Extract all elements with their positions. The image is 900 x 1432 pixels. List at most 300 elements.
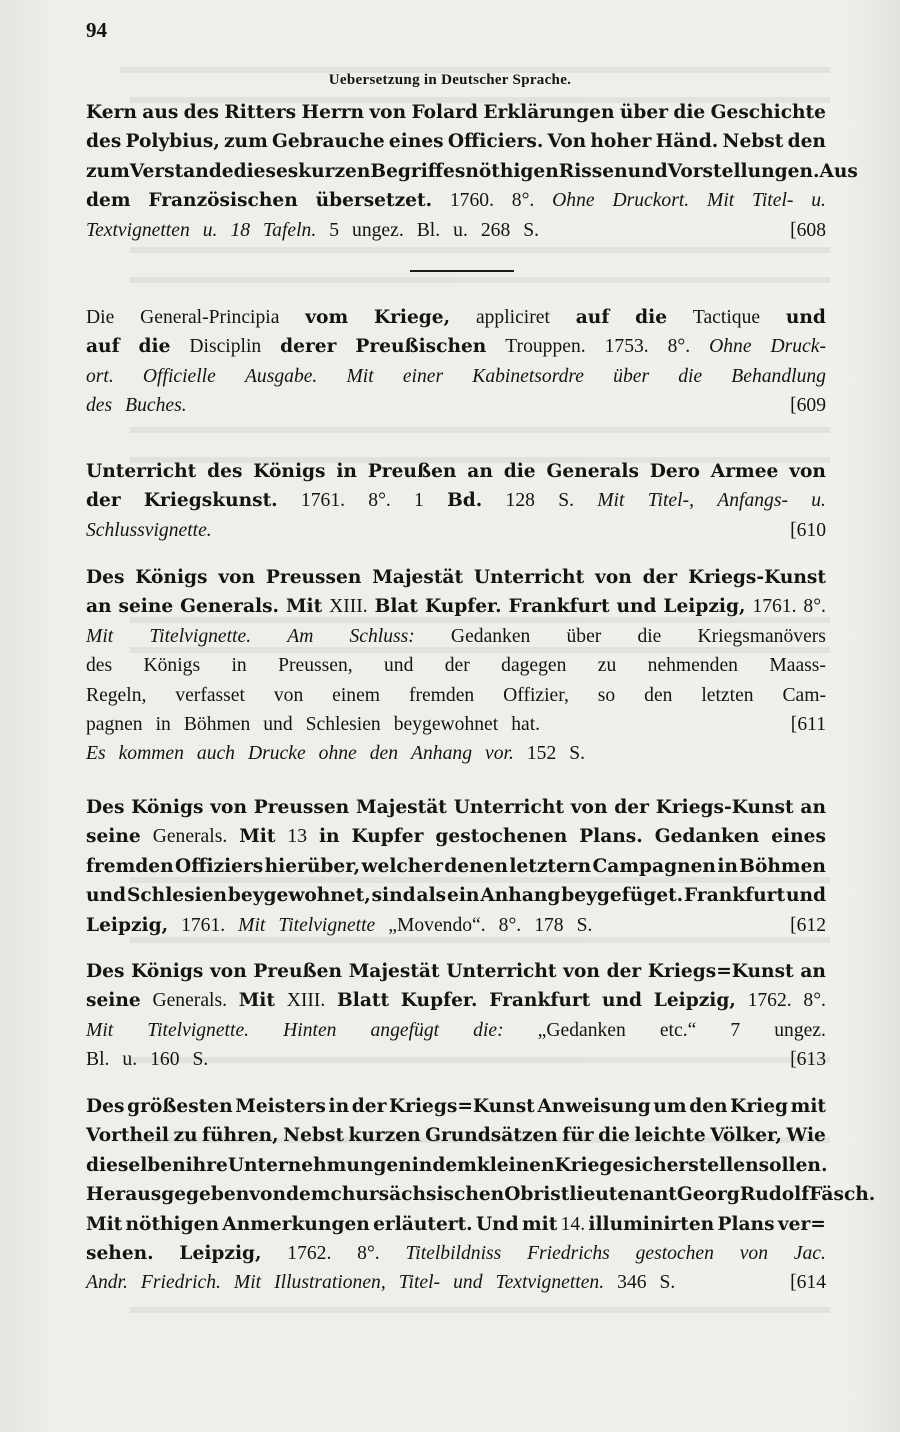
word: Trouppen. <box>505 336 586 358</box>
word: Bd. <box>447 490 483 512</box>
word: 1762. <box>287 1242 332 1264</box>
word: Unterricht <box>453 797 564 818</box>
word: Kupfer. <box>400 990 478 1012</box>
word: von <box>369 102 407 123</box>
word: Maass- <box>769 655 826 677</box>
word: die <box>673 102 706 123</box>
word: der <box>444 655 470 677</box>
word: Herrn <box>301 102 365 123</box>
word: beygewohnet, <box>227 885 371 907</box>
word: General-Principia <box>140 307 280 328</box>
word: Titel-, <box>647 490 694 512</box>
word: Frankfurt <box>508 596 610 618</box>
bibliography-entry <box>86 303 826 421</box>
word: eines <box>388 131 444 153</box>
word: 1761. <box>752 596 797 618</box>
entry-number: [614 <box>790 1272 826 1294</box>
word: vom <box>305 307 349 328</box>
word: XIII. <box>286 990 326 1012</box>
word: beygefüget. <box>561 885 684 907</box>
word: kleinen <box>476 1154 555 1176</box>
word: dagegen <box>501 655 567 677</box>
word: Königs <box>135 567 208 588</box>
word: Gebrauche <box>271 131 385 153</box>
word: Erklärungen <box>483 102 615 123</box>
word: Kern <box>86 102 137 123</box>
word: Textvignetten <box>86 219 190 241</box>
word: Des <box>86 797 125 818</box>
bibliography-entry <box>86 457 826 545</box>
word: Majestät <box>348 961 440 982</box>
word: in <box>411 1154 433 1176</box>
word: Nebst <box>722 131 784 153</box>
word: Kriegs-Kunst <box>655 797 794 818</box>
text-line <box>86 457 826 486</box>
word: Plans. <box>579 826 643 848</box>
word: „Movendo“. <box>388 914 486 936</box>
word: dem <box>86 190 131 212</box>
word: Titelvignette. <box>147 1019 250 1041</box>
word: Unterricht <box>446 961 557 982</box>
word: Königs <box>131 797 204 818</box>
word: auch <box>196 743 235 765</box>
word: etc.“ <box>659 1019 697 1041</box>
word: u. <box>122 1049 138 1071</box>
word: 1761. <box>300 490 346 512</box>
word: Kriege <box>554 1154 625 1176</box>
word: für <box>562 1125 594 1147</box>
word: die <box>637 625 662 647</box>
word: Wie <box>786 1125 826 1147</box>
word: seine <box>86 990 141 1012</box>
word: „Gedanken <box>537 1019 626 1041</box>
entry-number: [608 <box>790 219 826 241</box>
word: Königs <box>253 461 326 482</box>
word: Drucke <box>247 743 306 765</box>
word: 128 <box>505 490 535 512</box>
word: Kriegskunst. <box>143 490 278 512</box>
word: Majestät <box>356 797 447 818</box>
text-line <box>86 563 826 592</box>
word: fremden <box>408 684 475 706</box>
text-line <box>86 1092 826 1121</box>
word: des <box>86 655 113 677</box>
text-line <box>86 881 826 910</box>
word: Mit <box>346 365 374 387</box>
text-line <box>86 957 826 986</box>
word: Officielle <box>142 365 216 387</box>
entry-note <box>86 739 826 768</box>
word: Ritters <box>224 102 297 123</box>
word: den <box>369 743 399 765</box>
word: Tafeln. <box>263 219 317 241</box>
word: 8°. <box>803 990 826 1012</box>
word: dem <box>432 1154 477 1176</box>
word: Blatt <box>337 990 390 1012</box>
word: Anhang <box>480 885 561 907</box>
word: größesten <box>127 1096 233 1117</box>
word: 8°. <box>803 596 826 618</box>
word: die <box>138 336 171 358</box>
word: um <box>653 1096 687 1117</box>
word: 178 <box>534 914 564 936</box>
bibliography-entry <box>86 98 858 245</box>
word: Des <box>86 961 125 982</box>
text-line <box>86 332 826 361</box>
word: ungez. <box>774 1019 826 1041</box>
word: an <box>800 961 826 982</box>
word: 1762. <box>747 990 792 1012</box>
word: Des <box>86 567 125 588</box>
word: Frankfurt <box>489 990 591 1012</box>
word: u. <box>202 219 218 241</box>
word: 14. <box>560 1213 586 1235</box>
word: Kriege, <box>373 307 451 328</box>
text-line <box>86 1121 826 1150</box>
word: kommen <box>118 743 184 765</box>
word: die <box>598 1125 630 1147</box>
bibliography-entry <box>86 957 826 1075</box>
word: von <box>218 567 256 588</box>
word: Behandlung <box>731 365 826 387</box>
word: Titel- <box>752 190 794 212</box>
word: einer <box>402 365 444 387</box>
text-line <box>86 852 826 881</box>
word: Anweisung <box>537 1096 651 1117</box>
word: und <box>785 885 826 907</box>
word: nehmenden <box>647 655 738 677</box>
word: Gedanken <box>654 826 760 848</box>
word: Buches. <box>125 395 187 417</box>
word: pagnen <box>86 713 143 735</box>
word: der <box>86 490 121 512</box>
word: über <box>619 102 668 123</box>
text-line <box>86 1016 826 1045</box>
text-line <box>86 157 858 186</box>
word: welcher <box>361 855 443 877</box>
word: eines <box>771 826 826 848</box>
word: und <box>263 713 293 735</box>
word: des <box>207 461 243 482</box>
word: 1760. <box>449 190 494 212</box>
word: Aus <box>819 160 858 182</box>
word: ungez. <box>352 219 404 241</box>
text-line <box>86 127 826 156</box>
word: des <box>86 395 113 417</box>
word: die <box>678 365 703 387</box>
word: Mit <box>597 490 625 512</box>
word: Völker, <box>710 1125 782 1147</box>
text-line <box>86 622 826 651</box>
word: der <box>606 961 642 982</box>
word: Unterricht <box>473 567 585 588</box>
word: Mit <box>238 990 275 1012</box>
word: Generals. <box>180 596 280 618</box>
word: Anhang <box>411 743 472 765</box>
word: Offizier, <box>503 684 569 706</box>
word: Kupfer <box>351 826 424 848</box>
word: der <box>351 1096 387 1117</box>
word: Friedrich. <box>140 1272 221 1294</box>
word: 152 <box>526 743 557 765</box>
word: 8°. <box>667 336 691 358</box>
word: Preußen <box>367 461 457 482</box>
word: Mit <box>239 826 276 848</box>
text-line <box>86 186 826 215</box>
word: hat. <box>511 713 541 735</box>
text-line <box>86 592 826 621</box>
word: des <box>183 102 219 123</box>
word: Königs <box>131 961 204 982</box>
word: des <box>86 131 122 153</box>
word: Tactique <box>692 307 761 328</box>
word: Vortheil <box>86 1125 169 1147</box>
entry-number: [612 <box>790 914 826 936</box>
word: Herausgegeben <box>86 1184 250 1206</box>
text-line <box>86 391 826 420</box>
word: gestochenen <box>435 826 568 848</box>
word: hoher <box>590 131 652 153</box>
word: 8°. <box>357 1242 380 1264</box>
entry-number: [609 <box>790 395 826 417</box>
word: S. <box>523 219 540 241</box>
word: von <box>210 961 247 982</box>
word: Obristlieutenant <box>504 1184 677 1206</box>
running-head: Uebersetzung in Deutscher Sprache. <box>328 72 572 88</box>
word: in <box>336 461 357 482</box>
bibliography-entry <box>86 563 826 769</box>
entry-number: [611 <box>790 713 826 735</box>
text-line <box>86 1180 876 1209</box>
word: 346 <box>617 1272 647 1294</box>
word: derer <box>280 336 337 358</box>
word: von <box>789 461 826 482</box>
word: 5 <box>329 219 340 241</box>
word: 8°. <box>511 190 535 212</box>
word: Meisters <box>235 1096 326 1117</box>
word: Folard <box>411 102 478 123</box>
word: Dero <box>649 461 700 482</box>
word: Grundsätzen <box>425 1125 558 1147</box>
word: in <box>318 826 340 848</box>
word: Disciplin <box>189 336 262 358</box>
word: leichte <box>634 1125 706 1147</box>
word: Druck- <box>770 336 826 358</box>
word: Leipzig, <box>663 596 746 618</box>
word: vor. <box>485 743 514 765</box>
word: 8°. <box>498 914 522 936</box>
word: nöthigen <box>465 160 559 182</box>
word: Frankfurt <box>684 885 786 907</box>
word: illuminirten <box>588 1213 715 1235</box>
word: Rudolf <box>739 1184 810 1206</box>
word: Die <box>86 307 115 328</box>
word: letzten <box>701 684 754 706</box>
word: 7 <box>730 1019 741 1041</box>
word: Anmerkungen <box>222 1213 370 1235</box>
word: Schlussvignette. <box>86 519 212 541</box>
word: den <box>689 1096 728 1117</box>
word: XIII. <box>329 596 368 618</box>
word: Preussen <box>265 567 362 588</box>
word: Böhmen <box>183 713 251 735</box>
word: die <box>635 307 668 328</box>
word: 268 <box>480 219 511 241</box>
word: an <box>467 461 493 482</box>
word: an <box>86 596 112 618</box>
word: zum <box>224 131 268 153</box>
word: und <box>384 655 414 677</box>
word: Druckort. <box>612 190 690 212</box>
text-line <box>86 1210 826 1239</box>
word: Schlesien <box>305 713 381 735</box>
word: erläutert. <box>373 1213 473 1235</box>
word: Es <box>86 743 106 765</box>
word: Bl. <box>416 219 441 241</box>
text-line <box>86 303 826 332</box>
word: S. <box>558 490 574 512</box>
word: Kriegsmanövers <box>697 625 826 647</box>
word: der <box>642 567 678 588</box>
word: zu <box>173 1125 198 1147</box>
word: nöthigen <box>125 1213 219 1235</box>
word: von <box>249 1184 286 1206</box>
word: ein <box>447 885 480 907</box>
word: und <box>601 990 643 1012</box>
word: Blat <box>374 596 419 618</box>
text-line <box>86 362 826 391</box>
word: Böhmen <box>739 855 826 877</box>
word: Armee <box>710 461 779 482</box>
word: Nebst <box>283 1125 345 1147</box>
word: die: <box>473 1019 504 1041</box>
word: 1753. <box>604 336 649 358</box>
word: sind <box>371 885 416 907</box>
word: Offiziers <box>175 855 264 877</box>
word: als <box>416 885 447 907</box>
word: chursächsischen <box>330 1184 505 1206</box>
word: Andr. <box>86 1272 128 1294</box>
text-line <box>86 651 826 680</box>
text-line <box>86 216 826 245</box>
word: auf <box>86 336 120 358</box>
word: Cam- <box>782 684 826 706</box>
word: einem <box>332 684 381 706</box>
word: Ohne <box>552 190 595 212</box>
word: appliciret <box>475 307 550 328</box>
word: von <box>739 1242 769 1264</box>
word: mit <box>790 1096 826 1117</box>
word: und <box>785 307 826 328</box>
word: seine <box>118 596 174 618</box>
word: von <box>273 684 304 706</box>
word: Titelvignette <box>278 914 376 936</box>
word: dieses <box>233 160 299 182</box>
section-divider <box>410 270 514 272</box>
word: Fäsch. <box>809 1184 876 1206</box>
word: Mit <box>86 1019 114 1041</box>
word: S. <box>576 914 593 936</box>
word: Jac. <box>793 1242 826 1264</box>
word: zu <box>597 655 617 677</box>
word: u. <box>811 190 826 212</box>
word: Schluss: <box>349 625 415 647</box>
word: in <box>155 713 171 735</box>
page-number: 94 <box>86 18 107 42</box>
word: Königs <box>143 655 201 677</box>
word: die <box>503 461 536 482</box>
word: Mit <box>285 596 323 618</box>
word: in <box>717 855 738 877</box>
word: kurzen <box>348 1125 421 1147</box>
entry-number: [613 <box>790 1049 826 1071</box>
word: führen, <box>202 1125 279 1147</box>
word: und <box>627 160 668 182</box>
word: ver= <box>777 1213 826 1235</box>
word: 1761. <box>181 914 226 936</box>
word: der <box>614 797 649 818</box>
word: S. <box>659 1272 676 1294</box>
word: Geschichte <box>710 102 826 123</box>
word: übersetzet. <box>315 190 433 212</box>
word: Illustrationen, <box>274 1272 386 1294</box>
word: Französischen <box>148 190 298 212</box>
word: Ausgabe. <box>244 365 318 387</box>
word: Friedrichs <box>527 1242 610 1264</box>
word: Unterricht <box>86 461 197 482</box>
word: Am <box>287 625 314 647</box>
word: den <box>644 684 673 706</box>
text-line <box>86 1151 826 1180</box>
word: Plans <box>717 1213 775 1235</box>
word: dieselben <box>86 1154 186 1176</box>
word: Kriegs=Kunst <box>389 1096 535 1117</box>
word: Mit <box>707 190 735 212</box>
word: Des <box>86 1096 125 1117</box>
word: Generals. <box>152 990 227 1012</box>
word: Und <box>475 1213 519 1235</box>
text-line <box>86 1268 826 1297</box>
word: Hinten <box>283 1019 337 1041</box>
word: Gedanken <box>450 625 531 647</box>
text-line <box>86 710 826 739</box>
word: Textvignetten. <box>495 1272 605 1294</box>
word: Händ. <box>655 131 719 153</box>
text-line <box>86 486 826 515</box>
word: sicher <box>624 1154 689 1176</box>
word: Bl. <box>86 1049 110 1071</box>
text-line <box>86 681 826 710</box>
word: letztern <box>509 855 592 877</box>
word: gestochen <box>635 1242 714 1264</box>
word: über <box>566 625 602 647</box>
word: über <box>613 365 650 387</box>
word: Von <box>547 131 587 153</box>
word: Mit <box>86 1213 123 1235</box>
word: den <box>787 131 826 153</box>
word: ort. <box>86 365 114 387</box>
word: Preussen, <box>278 655 353 677</box>
word: ihre <box>185 1154 228 1176</box>
word: Kabinetsordre <box>472 365 585 387</box>
word: Georg <box>676 1184 740 1206</box>
word: Campagnen <box>592 855 716 877</box>
word: Mit <box>233 1272 262 1294</box>
word: Polybius, <box>125 131 220 153</box>
word: in <box>328 1096 350 1117</box>
text-line <box>86 98 826 127</box>
word: sehen. <box>86 1242 154 1264</box>
